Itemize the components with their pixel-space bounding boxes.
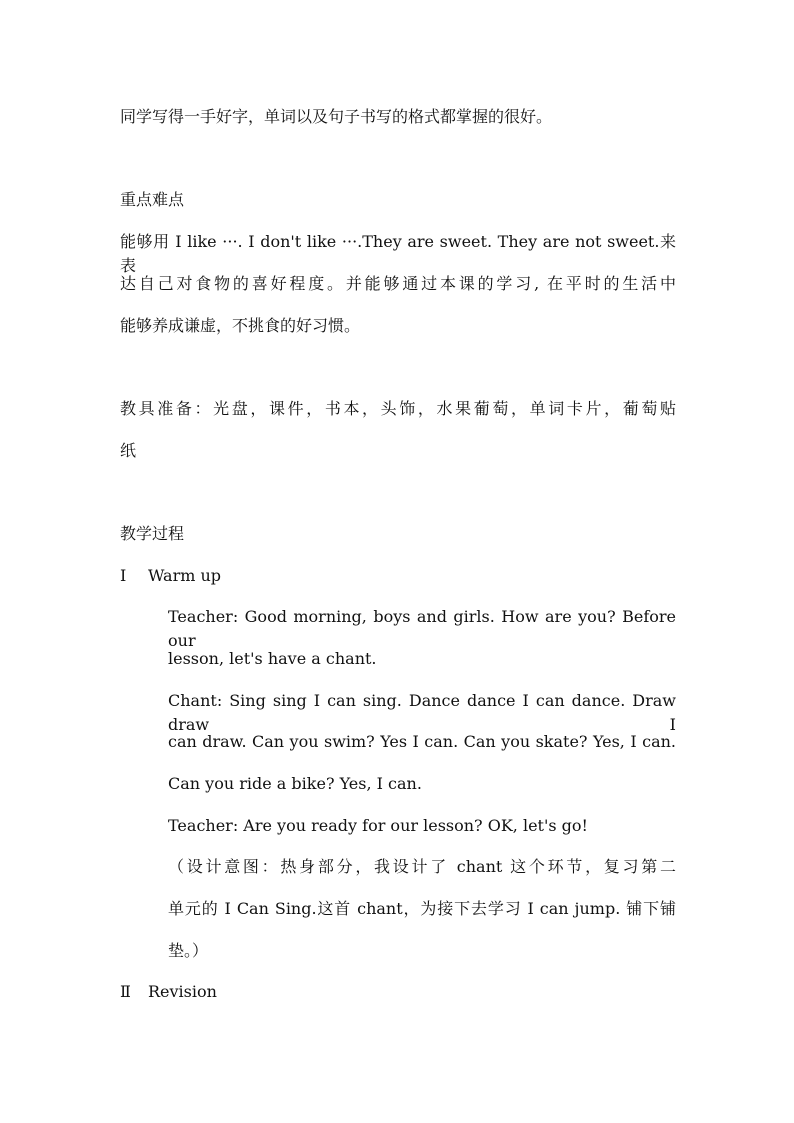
process-heading: 教学过程 [120, 524, 185, 543]
warmup-line: 单元的 I Can Sing.这首 chant，为接下去学习 I can jump. 铺下铺 [168, 899, 676, 918]
key-points-line: 能够养成谦虚，不挑食的好习惯。 [120, 316, 361, 335]
section-title: Revision [148, 982, 217, 1001]
warmup-line: lesson, let's have a chant. [168, 649, 377, 668]
warmup-line: Teacher: Are you ready for our lesson? OK, let's go! [168, 816, 588, 835]
materials-line: 教具准备：光盘，课件，书本，头饰，水果葡萄，单词卡片，葡萄贴 [120, 399, 676, 418]
key-points-line: 能够用 I like ···. I don't like ···.They are sweet. They are not sweet.来表 [120, 232, 676, 275]
section-numeral: Ⅱ [120, 982, 131, 1001]
warmup-line: 垫。） [168, 941, 209, 960]
intro-line: 同学写得一手好字，单词以及句子书写的格式都掌握的很好。 [120, 107, 553, 126]
warmup-line: Teacher: Good morning, boys and girls. How are you? Before our [168, 607, 676, 650]
warmup-line: Chant: Sing sing I can sing. Dance dance I can dance. Draw draw I [168, 691, 676, 734]
key-points-line: 达自己对食物的喜好程度。并能够通过本课的学习, 在平时的生活中 [120, 274, 676, 293]
section-title: Warm up [148, 566, 222, 585]
warmup-line: （设计意图：热身部分，我设计了 chant 这个环节，复习第二 [168, 857, 676, 876]
key-points-heading: 重点难点 [120, 190, 185, 209]
section-warm-up [120, 564, 221, 588]
section-revision [120, 980, 217, 1004]
warmup-line: Can you ride a bike? Yes, I can. [168, 774, 422, 793]
section-numeral: Ⅰ [120, 566, 127, 585]
materials-line: 纸 [120, 441, 137, 460]
warmup-line: can draw. Can you swim? Yes I can. Can you skate? Yes, I can. [168, 732, 676, 751]
